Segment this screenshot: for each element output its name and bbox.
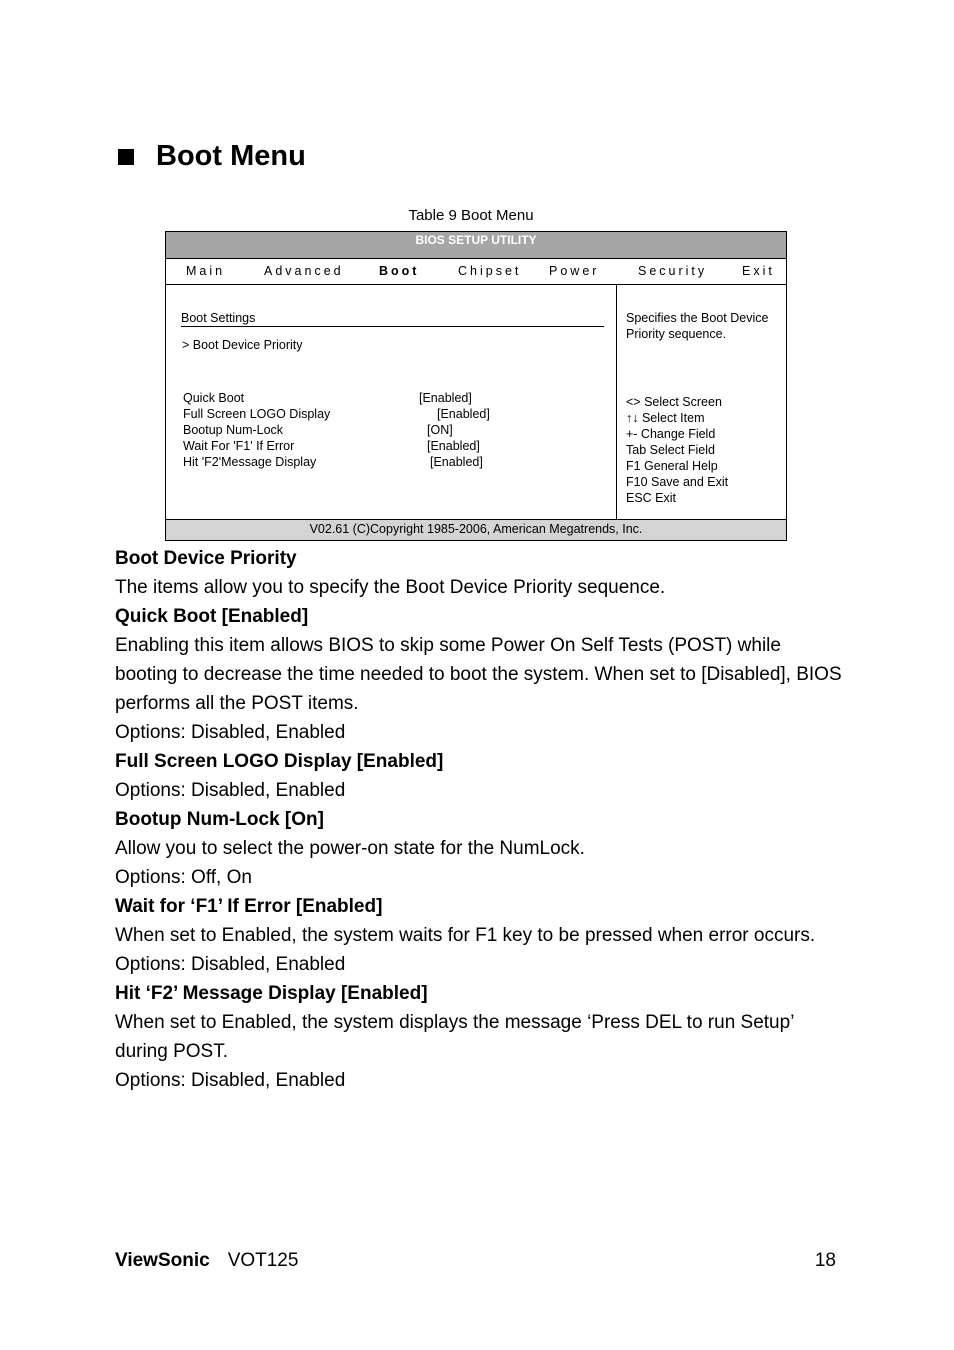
option-quick-boot[interactable]: Quick Boot xyxy=(183,391,245,405)
key-hint: F10 Save and Exit xyxy=(626,475,729,489)
section-heading: Hit ‘F2’ Message Display [Enabled] xyxy=(115,983,428,1004)
help-text: Specifies the Boot Device Priority sequence. xyxy=(626,311,769,341)
brand-name: ViewSonic xyxy=(115,1250,210,1271)
tab-chipset[interactable]: Chipset xyxy=(458,264,522,278)
option-value[interactable]: [Enabled] xyxy=(437,407,490,421)
tab-security[interactable]: Security xyxy=(638,264,708,278)
section-heading: Boot Device Priority xyxy=(115,548,297,569)
page-number: 18 xyxy=(814,1250,836,1271)
model-name: VOT125 xyxy=(227,1250,299,1271)
section-text: The items allow you to specify the Boot Device Priority sequence. xyxy=(115,577,666,598)
tab-advanced[interactable]: Advanced xyxy=(264,264,344,278)
section-heading: Bootup Num-Lock [On] xyxy=(115,809,324,830)
heading-text: Boot Menu xyxy=(156,140,306,172)
section-text: Enabling this item allows BIOS to skip some Power On Self Tests (POST) while booting to decrease the time needed to boot the system. When set to [Disabled], BIOS performs all the POST items. xyxy=(115,635,842,714)
key-hint: +- Change Field xyxy=(626,427,716,441)
option-wait-f1[interactable]: Wait For 'F1' If Error xyxy=(183,439,295,453)
key-hint: Tab Select Field xyxy=(626,443,715,457)
key-hint: F1 General Help xyxy=(626,459,718,473)
section-text: Options: Disabled, Enabled xyxy=(115,954,346,975)
option-value[interactable]: [Enabled] xyxy=(419,391,472,405)
description-body xyxy=(115,544,845,1095)
bios-settings-panel xyxy=(166,285,617,522)
tab-power[interactable]: Power xyxy=(549,264,600,278)
page-footer xyxy=(115,1250,836,1272)
key-hint: <> Select Screen xyxy=(626,395,722,409)
section-text: Allow you to select the power-on state for the NumLock. xyxy=(115,838,585,859)
option-bootup-num-lock[interactable]: Bootup Num-Lock xyxy=(183,423,284,437)
section-text: Options: Disabled, Enabled xyxy=(115,780,346,801)
section-heading: Quick Boot [Enabled] xyxy=(115,606,309,627)
tab-boot[interactable]: Boot xyxy=(379,264,420,278)
section-heading: Wait for ‘F1’ If Error [Enabled] xyxy=(115,896,383,917)
bios-tab-bar xyxy=(166,258,786,285)
key-hint: ↑↓ Select Item xyxy=(626,411,705,425)
table-caption: Table 9 Boot Menu xyxy=(408,207,534,224)
key-hint: ESC Exit xyxy=(626,491,677,505)
option-value[interactable]: [Enabled] xyxy=(427,439,480,453)
section-text: When set to Enabled, the system displays the message ‘Press DEL to run Setup’ during POST. xyxy=(115,1012,794,1062)
tab-exit[interactable]: Exit xyxy=(742,264,775,278)
tab-main[interactable]: Main xyxy=(186,264,226,278)
key-legend xyxy=(626,394,728,506)
boot-device-priority-link[interactable]: > Boot Device Priority xyxy=(182,338,303,352)
option-full-screen-logo[interactable]: Full Screen LOGO Display xyxy=(183,407,331,421)
section-text: Options: Disabled, Enabled xyxy=(115,722,346,743)
section-heading: Full Screen LOGO Display [Enabled] xyxy=(115,751,444,772)
section-text: Options: Off, On xyxy=(115,867,252,888)
bios-title: BIOS SETUP UTILITY xyxy=(166,232,786,259)
square-bullet-icon xyxy=(118,149,134,165)
page-heading xyxy=(115,140,306,173)
section-text: Options: Disabled, Enabled xyxy=(115,1070,346,1091)
section-text: When set to Enabled, the system waits for F1 key to be pressed when error occurs. xyxy=(115,925,816,946)
section-title: Boot Settings xyxy=(181,311,604,327)
option-hit-f2[interactable]: Hit 'F2'Message Display xyxy=(183,455,317,469)
bios-help-panel xyxy=(617,285,786,522)
bios-screen xyxy=(165,231,787,541)
bios-copyright: V02.61 (C)Copyright 1985-2006, American Megatrends, Inc. xyxy=(166,519,786,540)
option-value[interactable]: [Enabled] xyxy=(430,455,483,469)
option-value[interactable]: [ON] xyxy=(427,423,453,437)
